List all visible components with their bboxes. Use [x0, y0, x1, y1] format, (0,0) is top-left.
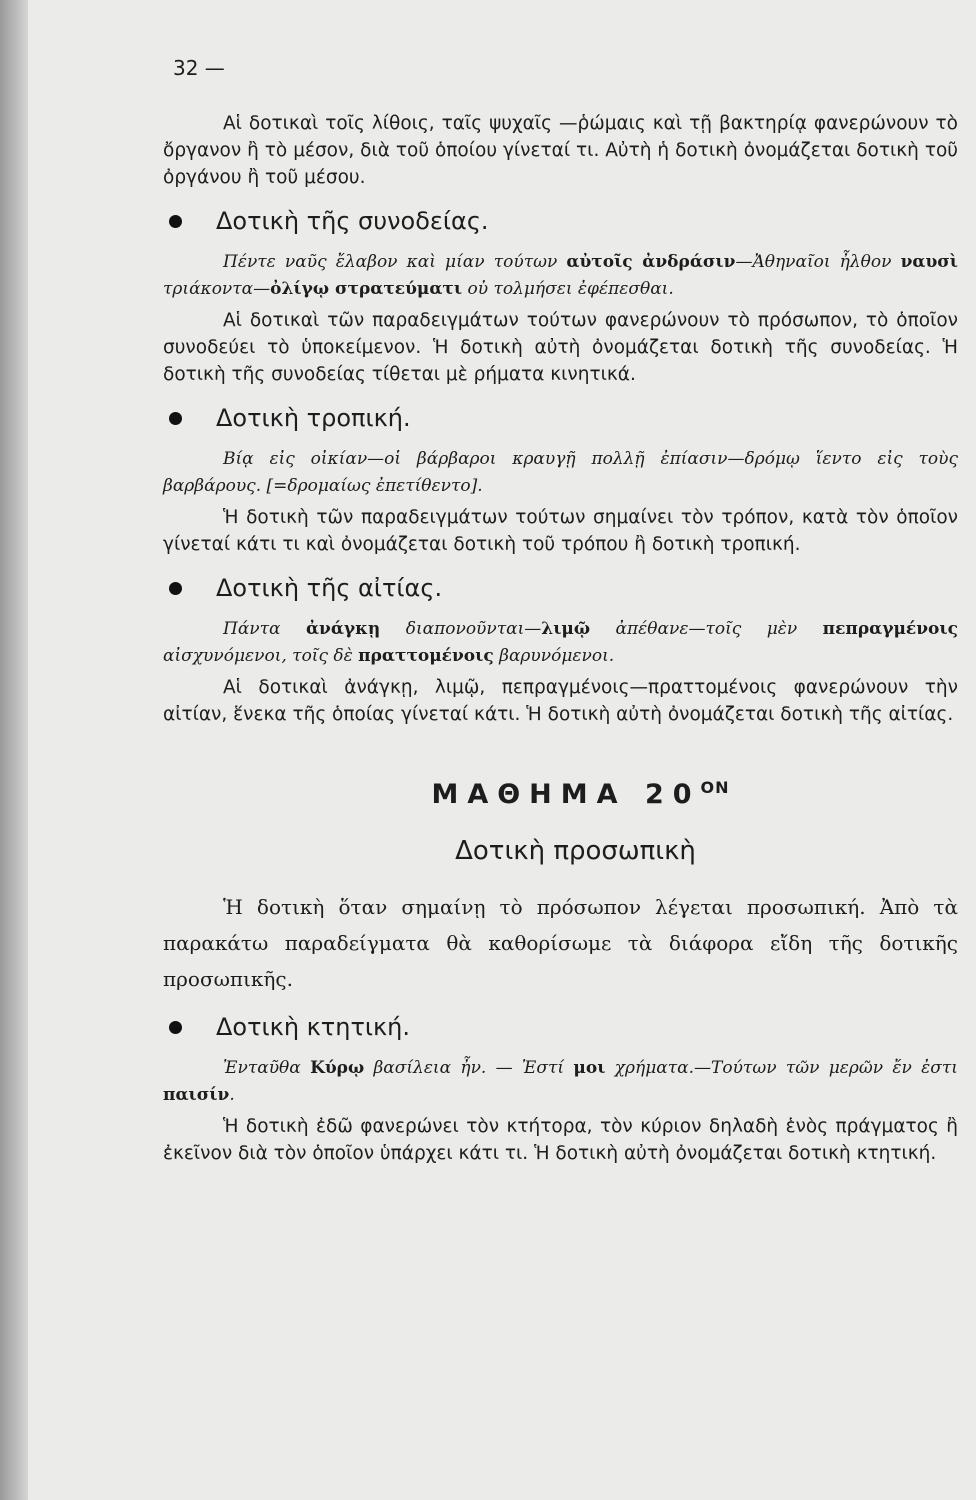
bullet-icon — [169, 412, 182, 425]
bullet-icon — [169, 215, 182, 228]
ex-text: βαρυνόμενοι. — [493, 646, 615, 666]
ex-bold: αὐτοῖς ἀνδράσιν — [566, 252, 736, 272]
ex-bold: ὀλίγῳ στρατεύματι — [270, 279, 463, 299]
lesson-title — [203, 774, 958, 808]
ex-text: βασίλεια ἦν. — Ἐστί — [364, 1058, 574, 1078]
ex-bold: πεπραγμένοις — [822, 619, 958, 639]
bullet-icon — [169, 1021, 182, 1034]
possessive-example — [163, 1055, 958, 1109]
cause-paragraph: Αἱ δοτικαὶ ἀνάγκῃ, λιμῷ, πεπραγμένοις—πραττομένοις φανερώνουν τὴν αἰτίαν, ἕνεκα τῆς ὁποίας γίνεταί κάτι. Ἡ δοτικὴ αὐτὴ ὀνομάζεται δοτικὴ τῆς αἰτίας. — [163, 677, 958, 725]
bullet-icon — [169, 582, 182, 595]
cause-example — [163, 616, 958, 670]
page-number: 32 — — [173, 56, 225, 80]
ex-text: —Ἀθηναῖοι ἦλθον — [735, 252, 901, 272]
lesson-title-text: ΜΑΘΗΜΑ 20 — [431, 779, 701, 810]
ex-bold: ἀνάγκῃ — [305, 619, 381, 639]
ex-text: αἰσχυνόμενοι, τοῖς δὲ — [163, 646, 359, 666]
ex-text: Ἐνταῦθα — [223, 1058, 311, 1078]
ex-text: χρήματα.—Τούτων τῶν μερῶν ἔν ἐστι — [605, 1058, 958, 1078]
lesson-subtitle: Δοτικὴ προσωπικὴ — [455, 836, 696, 866]
ex-text: τριάκοντα— — [163, 279, 271, 299]
page-content — [163, 55, 958, 1167]
heading-accompaniment-text: Δοτικὴ τῆς συνοδείας. — [216, 207, 489, 235]
book-spine — [0, 0, 28, 1500]
ex-text: διαπονοῦνται— — [380, 619, 542, 639]
ex-bold: ναυσὶ — [900, 252, 959, 272]
heading-cause — [163, 572, 958, 604]
ex-text: Πέντε ναῦς ἔλαβον καὶ μίαν τούτων — [223, 252, 567, 272]
ex-text: οὐ τολμήσει ἐφέπεσθαι. — [462, 279, 674, 299]
heading-possessive-text: Δοτικὴ κτητική. — [216, 1013, 411, 1041]
instrument-paragraph: Αἱ δοτικαὶ τοῖς λίθοις, ταῖς ψυχαῖς —ῥώμαις καὶ τῇ βακτηρίᾳ φανερώνουν τὸ ὄργανον ἢ τὸ μέσον, διὰ τοῦ ὁποίου γίνεταί τι. Αὐτὴ ἡ δοτικὴ ὀνομάζεται δοτικὴ τοῦ ὀργάνου ἢ τοῦ μέσου. — [163, 113, 958, 188]
lesson-intro: Ἡ δοτικὴ ὅταν σημαίνῃ τὸ πρόσωπον λέγεται προσωπική. Ἀπὸ τὰ παρακάτω παραδείγματα θὰ καθορίσωμε τὰ διάφορα εἴδη τῆς δοτικῆς προσωπικῆς. — [163, 895, 958, 991]
possessive-paragraph: Ἡ δοτικὴ ἐδῶ φανερώνει τὸν κτήτορα, τὸν κύριον δηλαδὴ ἑνὸς πράγματος ἢ ἐκεῖνον διὰ τὸν ὁποῖον ὑπάρχει κάτι τι. Ἡ δοτικὴ αὐτὴ ὀνομάζεται δοτικὴ κτητική. — [163, 1116, 958, 1164]
heading-accompaniment — [163, 205, 958, 237]
manner-example: Βίᾳ εἰς οἰκίαν—οἱ βάρβαροι κραυγῇ πολλῇ ἐπίασιν—δρόμῳ ἵεντο εἰς τοὺς βαρβάρους. [=δρομαίως ἐπετίθεντο]. — [163, 449, 958, 496]
heading-manner — [163, 402, 958, 434]
ex-text: ἀπέθανε—τοῖς μὲν — [590, 619, 823, 639]
lesson-title-suffix: ΟΝ — [700, 778, 730, 797]
accompaniment-paragraph: Αἱ δοτικαὶ τῶν παραδειγμάτων τούτων φανερώνουν τὸ πρόσωπον, τὸ ὁποῖον συνοδεύει τὸ ὑποκείμενον. Ἡ δοτικὴ αὐτὴ ὀνομάζεται δοτικὴ τῆς συνοδείας. Ἡ δοτικὴ τῆς συνοδείας τίθεται μὲ ρήματα κινητικά. — [163, 310, 958, 385]
ex-bold: Κύρῳ — [310, 1058, 365, 1078]
ex-bold: λιμῷ — [541, 619, 591, 639]
ex-bold: μοι — [573, 1058, 606, 1078]
heading-cause-text: Δοτικὴ τῆς αἰτίας. — [216, 574, 443, 602]
manner-paragraph: Ἡ δοτικὴ τῶν παραδειγμάτων τούτων σημαίνει τὸν τρόπον, κατὰ τὸν ὁποῖον γίνεταί κάτι τι καὶ ὀνομάζεται δοτικὴ τοῦ τρόπου ἢ δοτικὴ τροπική. — [163, 507, 958, 555]
book-page — [28, 0, 976, 1500]
ex-text: Πάντα — [223, 619, 306, 639]
ex-bold: παισίν — [163, 1085, 230, 1105]
accompaniment-example — [163, 249, 958, 303]
heading-possessive — [163, 1011, 958, 1043]
ex-text: . — [229, 1085, 235, 1105]
heading-manner-text: Δοτικὴ τροπική. — [216, 404, 411, 432]
ex-bold: πραττομένοις — [358, 646, 494, 666]
